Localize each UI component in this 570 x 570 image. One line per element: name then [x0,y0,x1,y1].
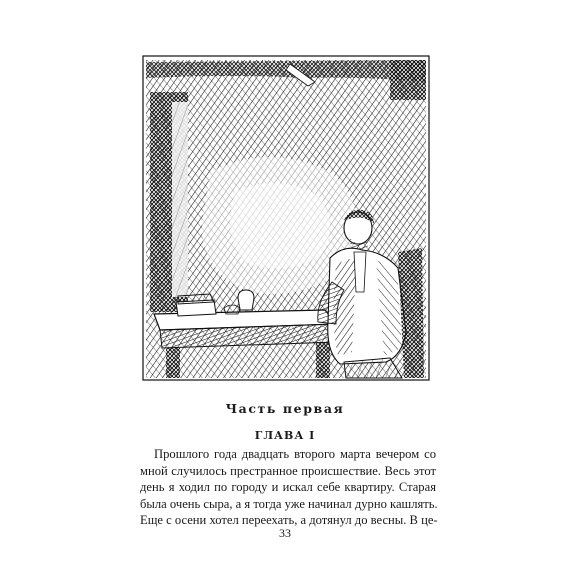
body-line: мной случилось престранное происшествие. Весь этот [140,463,436,478]
page-number: 33 [279,526,291,540]
cup [238,290,254,310]
body-line: была очень сыра, а я тогда уже начинал дурно кашлять. [140,496,438,511]
illustration-engraving [140,52,432,382]
chapter-illustration [140,52,432,382]
body-line: Еще с осени хотел переехать, а дотянул до весны. В це- [140,513,438,527]
chapter-title: ГЛАВА I [254,429,316,442]
body-paragraph [140,446,436,529]
body-line: день я ходил по городу и искал себе квартиру. Старая [140,480,436,494]
part-title: Часть первая [225,401,345,416]
body-line: Прошлого года двадцать второго марта вечером со [154,447,436,461]
